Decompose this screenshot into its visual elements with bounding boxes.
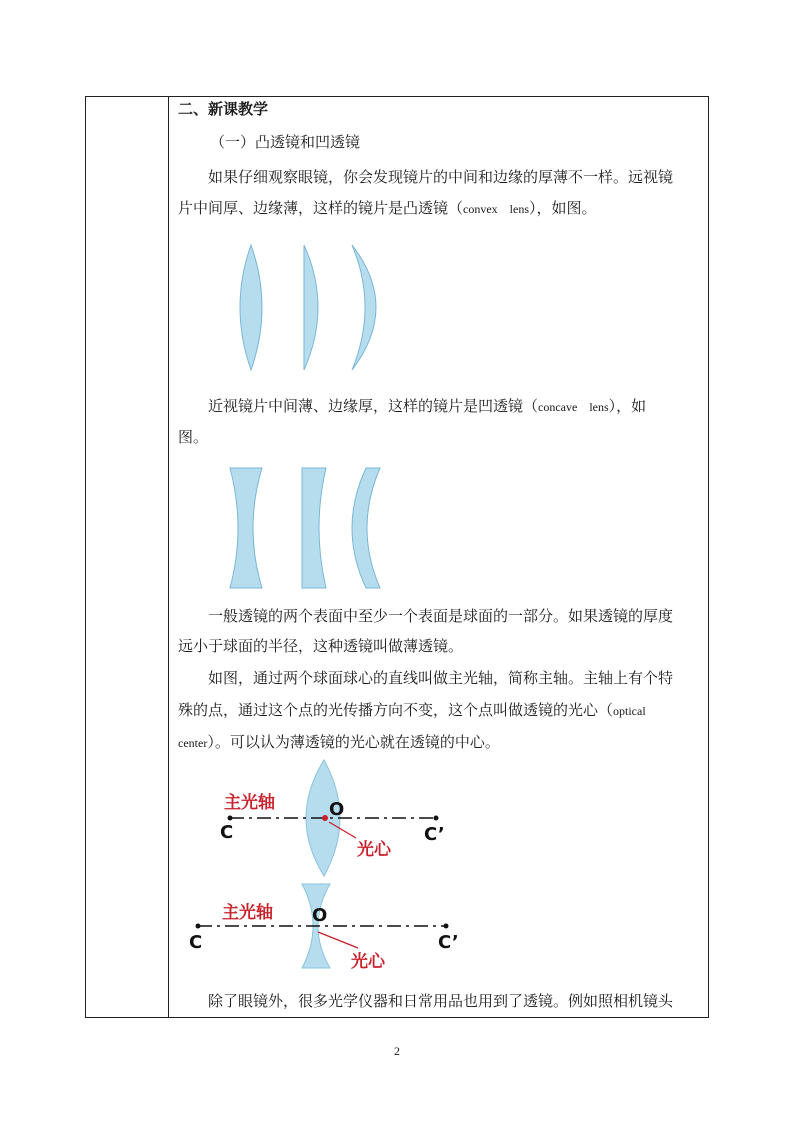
para2-line2: 图。 <box>178 428 209 446</box>
axis-label: 主光轴 <box>224 793 275 813</box>
para3-line2: 远小于球面的半径，这种透镜叫做薄透镜。 <box>178 637 464 655</box>
right-c-label: C’ <box>424 824 445 845</box>
center-point-right <box>444 924 449 929</box>
optical-center-label: 光心 <box>357 840 391 860</box>
center-o-label: O <box>312 905 328 926</box>
center-o-label: O <box>329 799 345 820</box>
center-point-left <box>196 924 201 929</box>
optical-center-label: 光心 <box>351 952 385 972</box>
left-c-label: C <box>189 932 203 953</box>
subsection-heading: （一）凸透镜和凹透镜 <box>210 133 361 151</box>
axis-label: 主光轴 <box>222 903 273 923</box>
left-c-label: C <box>220 822 234 843</box>
para4-line1: 如图，通过两个球面球心的直线叫做主光轴，简称主轴。主轴上有个特 <box>208 669 674 687</box>
para4-line2: 殊的点，通过这个点的光传播方向不变，这个点叫做透镜的光心（optical <box>178 701 646 719</box>
optical-center-pointer <box>318 932 358 948</box>
para5-line1: 除了眼镜外，很多光学仪器和日常用品也用到了透镜。例如照相机镜头 <box>208 992 674 1010</box>
para1-line2: 片中间厚、边缘薄，这样的镜片是凸透镜（convex lens），如图。 <box>178 199 597 217</box>
para2-line1: 近视镜片中间薄、边缘厚，这样的镜片是凹透镜（concave lens），如 <box>208 397 647 415</box>
para3-line1: 一般透镜的两个表面中至少一个表面是球面的一部分。如果透镜的厚度 <box>208 607 674 625</box>
para4-line3: center）。可以认为薄透镜的光心就在透镜的中心。 <box>178 733 500 751</box>
section-heading: 二、新课教学 <box>178 100 269 118</box>
right-c-label: C’ <box>438 932 459 953</box>
para1-line1: 如果仔细观察眼镜，你会发现镜片的中间和边缘的厚薄不一样。远视镜 <box>208 168 674 186</box>
page-number: 2 <box>394 1044 400 1058</box>
